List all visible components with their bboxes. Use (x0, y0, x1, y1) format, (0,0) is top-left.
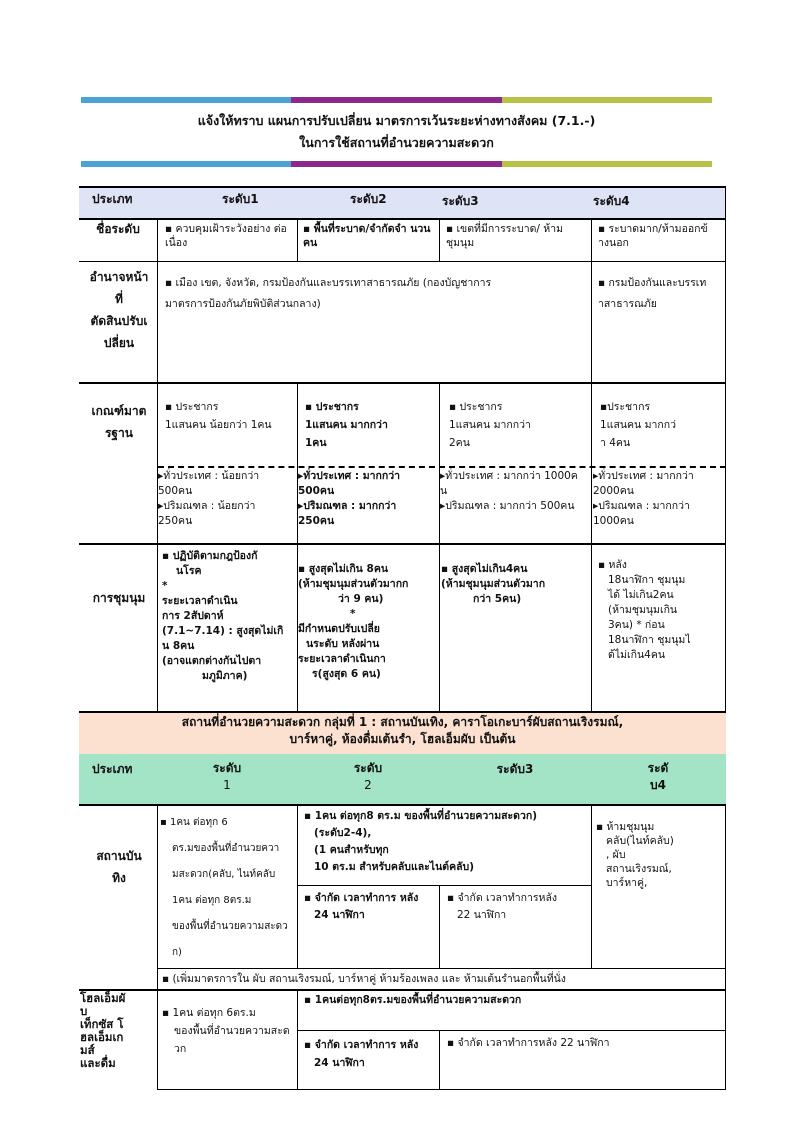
ent-line: (ระดับ2-4), (314, 827, 372, 839)
gathering-line: ▪ สูงสุดไม่เกิน4คน (441, 563, 528, 575)
stripe-purple (291, 161, 501, 167)
page-subtitle: ในการใช้สถานที่อำนวยความสะดวก (299, 135, 494, 150)
ent-line: คลับ(ไนท์คลับ) (606, 835, 674, 847)
criteria-line: 1แสนคน มากกว่ (600, 419, 677, 431)
gathering-level1 (162, 549, 296, 684)
col-rule (439, 382, 440, 713)
authority-main (165, 273, 590, 315)
ent-level1 (160, 810, 298, 966)
rule (79, 382, 726, 384)
gathering-level4 (598, 558, 724, 663)
criteria-line: ▸ทั่วประเทศ : มากกว่า (298, 470, 401, 482)
hall-level3-hours: ▪ จำกัด เวลาทำการหลัง 22 นาฬิกา (447, 1037, 610, 1049)
table2-header-level4 (591, 760, 725, 794)
criteria-line: น (440, 485, 448, 497)
ent-line: ▪ ห้ามชุมนุม (596, 821, 655, 833)
table2-header-type (92, 760, 132, 779)
criteria-line: ▸ทั่วประเทศ : มากกว่า (593, 470, 694, 482)
gathering-line: มภูมิภาค) (202, 670, 248, 682)
header-line: ระดับ3 (496, 762, 534, 776)
ent-line: ▪ 1คน ต่อทุก 6 (160, 817, 228, 828)
level2-name: ▪ พื้นที่ระบาด/จำกัดจำ นวนคน (303, 223, 431, 249)
authority-label-line: ปลี่ยน (103, 336, 135, 350)
rule (79, 989, 726, 991)
col-rule (297, 804, 298, 969)
rule (79, 804, 726, 806)
ent-line: (1 คนสำหรับทุก (314, 844, 389, 856)
criteria-level1 (165, 398, 295, 434)
table2-header-level3 (439, 760, 591, 779)
top-stripe (81, 97, 712, 103)
hall-line: ของพื้นที่อำนวยความสะด (174, 1025, 290, 1037)
gathering-line: ▪ สูงสุดไม่เกิน 8คน (298, 563, 389, 575)
criteria-line: ▪ประชากร (600, 401, 651, 413)
criteria-label-line: เกณฑ์มาต (91, 404, 147, 418)
hall-level2-hours (304, 1036, 438, 1072)
col-rule (591, 804, 592, 969)
criteria-line: ▸ปริมณฑล : มากกว่า (298, 500, 397, 512)
rule (157, 1089, 726, 1090)
gathering-line: กว่า 5คน) (473, 593, 522, 605)
row-label-gathering: การชุมนุม (92, 591, 146, 605)
header-line: ระดับ (353, 761, 383, 775)
criteria-line: 1แสนคน มากกว่า (449, 419, 531, 431)
criteria-line: 1000คน (593, 515, 634, 527)
gathering-line: น 8คน (162, 640, 195, 652)
criteria-line: 1แสนคน มากกว่า (305, 419, 388, 431)
col-rule (157, 218, 158, 713)
criteria-line: 2คน (449, 437, 470, 449)
gathering-line: (7.1~7.14) : สูงสุดไม่เกิ (162, 625, 284, 637)
ent-level23 (304, 808, 592, 876)
hall-label-line: เท็กซัส โ (80, 1017, 124, 1031)
gathering-line: การ 2สัปดาห์ (162, 610, 224, 622)
hall-label-line: และดื่ม (80, 1056, 116, 1070)
authority-label-line: ตัดสินปรับเ (90, 314, 148, 328)
criteria-level3-national (440, 469, 593, 514)
header-line: บ4 (650, 778, 666, 792)
gathering-line: 18นาฬิกา ชุมนุมไ (608, 634, 691, 646)
col-rule (725, 804, 726, 1090)
criteria-line: 500คน (158, 485, 193, 497)
row-label-entertainment (80, 845, 158, 889)
criteria-label-line: รฐาน (104, 426, 133, 440)
hall-line: ▪ 1คน ต่อทุก 6ตร.ม (162, 1007, 256, 1019)
hall-level23: ▪ 1คนต่อทุก8ตร.มของพื้นที่อำนวยความสะดวก (304, 994, 522, 1006)
section2-title-line: สถานที่อำนวยความสะดวก กลุ่มที่ 1 : สถานบันเทิง, คาราโอเกะบาร์ผับสถานเริงรมณ์, (181, 715, 624, 729)
ent-line: มสะดวก(คลับ, ไนท์คลับ (172, 869, 276, 880)
ent-line: ตร.มของพื้นที่อำนวยควา (172, 843, 280, 854)
table1-header-level2: ระดับ2 (350, 192, 387, 206)
header-line: 2 (364, 778, 372, 792)
ent-line: บาร์หาคู่, (606, 877, 648, 889)
ent-note: ▪ (เพิ่มมาตรการใน ผับ สถานเริงรมณ์, บาร์หาคู่ ห้ามร้องเพลง และ ห้ามเต้นรำนอกพื้นที่นั่ง (162, 973, 566, 985)
rule (79, 261, 726, 262)
col-rule (725, 186, 726, 713)
rule (79, 218, 726, 220)
stripe-purple (291, 97, 501, 103)
ent-line: 1คน ต่อทุก 8ตร.ม (172, 895, 252, 906)
criteria-line: 250คน (158, 515, 193, 527)
gathering-line: ร(สูงสุด 6 คน) (312, 668, 381, 680)
ent-line: , ผับ (606, 849, 626, 861)
ent-level2-hours (304, 890, 438, 924)
gathering-line: 18นาฬิกา ชุมนุม (608, 574, 686, 586)
level3-name: ▪ เขตที่มีการระบาด/ ห้ามชุมนุม (446, 223, 564, 249)
gathering-line: (ห้ามชุมนุมส่วนตัวมากก (298, 578, 409, 590)
gathering-line: ว่า 9 คน) (338, 593, 384, 605)
header-line: 1 (223, 778, 231, 792)
criteria-level2 (305, 398, 437, 452)
stripe-blue (81, 161, 291, 167)
gathering-level2 (298, 562, 440, 682)
gathering-level3 (441, 562, 591, 607)
ent-line: 10 ตร.ม สำหรับคลับและไนต์คลับ) (314, 861, 474, 873)
hall-label-line: บ (80, 1004, 88, 1018)
col-rule (591, 218, 592, 713)
table2-header-level2 (297, 760, 439, 794)
rule (297, 1030, 726, 1031)
gathering-line: ▪ หลัง (598, 559, 627, 571)
header-line: ระดั (647, 761, 669, 775)
hall-line: ▪ จำกัด เวลาทำการ หลัง (304, 1039, 419, 1051)
gathering-line: ระยะเวลาดำเนิน (162, 595, 238, 607)
authority-label-line: อำนาจหน้า (89, 270, 149, 284)
rule (297, 885, 592, 886)
criteria-level2-national (298, 469, 438, 529)
gathering-line: นระดับ หลังผ่าน (306, 638, 380, 650)
col-rule (439, 218, 440, 262)
col-rule (297, 989, 298, 1090)
header-line: ประเภท (92, 762, 133, 776)
row-label-criteria (80, 400, 158, 444)
col-rule (157, 804, 158, 1090)
gathering-line: ได้ ไม่เกิน2คน (608, 589, 674, 601)
gathering-line: * (162, 580, 168, 592)
header-line: ระดับ (212, 761, 242, 775)
gathering-line: ระยะเวลาดำเนินกา (298, 653, 386, 665)
authority-level4-line: ▪ กรมป้องกันและบรรเท (598, 277, 707, 289)
gathering-line: มีกำหนดปรับเปลี่ย (298, 623, 380, 635)
ent-line: ของพื้นที่อำนวยความสะดว (172, 921, 288, 932)
page-title: แจ้งให้ทราบ แผนการปรับเปลี่ยน มาตรการเว้นระยะห่างทางสังคม (7.1.-) (197, 113, 596, 128)
gathering-line: 3คน) * ก่อน (608, 619, 665, 631)
criteria-level4-national (593, 469, 725, 529)
gathering-line: * (350, 608, 356, 620)
hall-line: 24 นาฬิกา (314, 1057, 365, 1069)
ent-line: ▪ จำกัด เวลาทำการ หลัง (304, 892, 419, 904)
ent-level4 (596, 820, 724, 890)
hall-level1 (162, 1004, 298, 1058)
criteria-level4 (600, 398, 724, 452)
level1-name: ▪ ควบคุมเฝ้าระวังอย่าง ต่อเนื่อง (165, 223, 287, 249)
ent-label-line: ทิง (112, 871, 126, 885)
table1-header-level4: ระดับ4 (593, 194, 630, 208)
criteria-level1-national (158, 469, 298, 529)
stripe-blue (81, 97, 291, 103)
criteria-line: 1แสนคน น้อยกว่า 1คน (165, 419, 272, 431)
table1-header-level3: ระดับ3 (442, 194, 479, 208)
authority-level4-line: าสาธารณภัย (598, 298, 657, 310)
section2-title-line: บาร์หาคู่, ห้องดื่มเต้นรำ, โฮลเอ็มผับ เป็นต้น (289, 732, 516, 746)
stripe-olive (502, 97, 712, 103)
criteria-line: 2000คน (593, 485, 634, 497)
ent-line: สถานเริงรมณ์, (606, 863, 672, 875)
bottom-stripe (81, 161, 712, 167)
level4-name: ▪ ระบาดมาก/ห้ามออกข้ างนอก (598, 223, 708, 249)
ent-line: 24 นาฬิกา (314, 909, 365, 921)
ent-label-line: สถานบัน (96, 849, 142, 863)
criteria-line: ▸ทั่วประเทศ : มากกว่า 1000ค (440, 470, 578, 482)
gathering-line: ▪ ปฏิบัติตามกฎป้องกั (162, 550, 258, 562)
ent-line: 22 นาฬิกา (457, 909, 507, 921)
table2-header-level1 (157, 760, 297, 794)
table1-header-type: ประเภท (92, 192, 133, 206)
criteria-line: า 4คน (600, 437, 631, 449)
criteria-line: 250คน (298, 515, 335, 527)
gathering-line: ด้ไม่เกิน4คน (608, 649, 666, 661)
col-rule (297, 382, 298, 713)
hall-label-line: ฮลเอ็มเก (80, 1030, 124, 1044)
dashed-rule (158, 466, 726, 468)
authority-main-line: ▪ เมือง เขต, จังหวัด, กรมป้องกันและบรรเทาสาธารณภัย (กองบัญชาการ (165, 277, 492, 289)
ent-line: ▪ จำกัด เวลาทำการหลัง (447, 892, 558, 904)
table1-header-level1: ระดับ1 (222, 192, 259, 206)
hall-label-line: มส์ (80, 1043, 95, 1057)
gathering-line: นโรค (176, 565, 202, 577)
rule (79, 543, 726, 545)
criteria-line: ▪ ประชากร (305, 401, 359, 413)
criteria-line: ▸ปริมณฑล : มากกว่า 500คน (440, 500, 575, 512)
ent-level3-hours (447, 890, 591, 924)
criteria-line: 500คน (298, 485, 335, 497)
hall-line: วก (174, 1043, 187, 1055)
criteria-line: ▸ปริมณฑล : น้อยกว่า (158, 500, 256, 512)
hall-label-line: โฮลเอ็มผั (80, 991, 126, 1005)
ent-line: ▪ 1คน ต่อทุก8 ตร.ม ของพื้นที่อำนวยความสะดวก) (304, 810, 538, 822)
rule (79, 186, 726, 188)
stripe-olive (502, 161, 712, 167)
ent-line: ก) (172, 947, 182, 958)
rule (157, 968, 726, 969)
section2-title (79, 714, 726, 748)
row-label-hall (80, 992, 154, 1070)
criteria-line: ▸ปริมณฑล : มากกว่า (593, 500, 690, 512)
criteria-line: ▪ ประชากร (449, 401, 503, 413)
authority-label-line: ที่ (115, 292, 123, 306)
gathering-line: (ห้ามชุมนุมเกิน (608, 604, 678, 616)
authority-level4 (598, 273, 722, 315)
criteria-line: ▸ทั่วประเทศ : น้อยกว่า (158, 470, 260, 482)
authority-main-line: มาตรการป้องกันภัยพิบัติส่วนกลาง) (165, 298, 321, 310)
col-rule (439, 1030, 440, 1090)
gathering-line: (อาจแตกต่างกันไปตา (162, 655, 262, 667)
col-rule (439, 885, 440, 969)
criteria-line: 1คน (305, 437, 327, 449)
criteria-line: ▪ ประชากร (165, 401, 219, 413)
row-label-name: ชื่อระดับ (96, 222, 140, 236)
row-label-authority (80, 266, 158, 354)
criteria-level3 (449, 398, 587, 452)
gathering-line: (ห้ามชุมนุมส่วนตัวมาก (441, 578, 546, 590)
col-rule (297, 218, 298, 262)
